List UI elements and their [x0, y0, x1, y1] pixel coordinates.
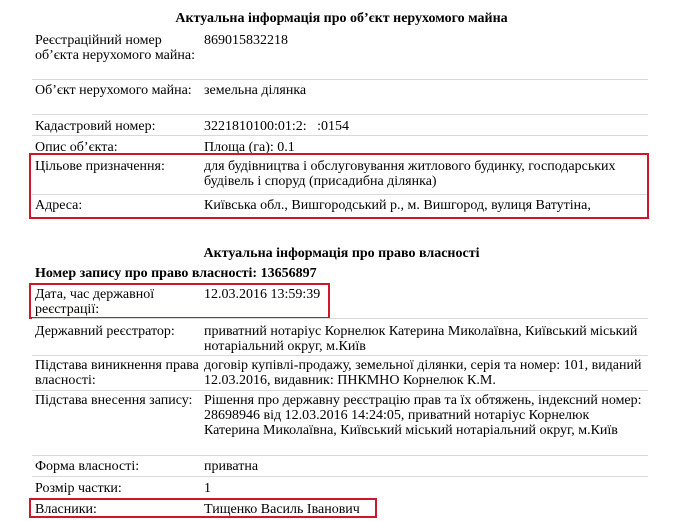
- registration-date-value: 12.03.2016 13:59:39: [204, 287, 321, 302]
- row-divider: [32, 355, 648, 356]
- row-divider: [32, 476, 648, 477]
- row-divider: [32, 135, 648, 136]
- owners-value: Тищенко Василь Іванович: [204, 502, 360, 517]
- owners-highlight: [29, 498, 377, 518]
- row-divider: [32, 114, 648, 115]
- ownership-section-title: Актуальна інформація про право власності: [203, 246, 480, 261]
- record-number: Номер запису про право власності: 13656897: [35, 266, 317, 281]
- entry-basis-value: Рішення про державну реєстрацію прав та їх обтяжень, індексний номер: 28698946 від 12.03.2016 14:24:05, приватний нотаріус Корнелюк Катерина Миколаївна, Київський міський нотаріальний округ, м.Київ: [204, 393, 642, 438]
- address-value: Київська обл., Вишгородський р., м. Вишгород, вулиця Ватутіна,: [204, 198, 591, 213]
- property-section-title: Актуальна інформація про об’єкт нерухомого майна: [175, 11, 508, 26]
- address-label: Адреса:: [35, 198, 83, 213]
- share-size-value: 1: [204, 481, 211, 496]
- registration-number-label: Реєстраційний номер об’єкта нерухомого майна:: [35, 33, 195, 63]
- purpose-value: для будівництва і обслуговування житлового будинку, господарських будівель і споруд (присадибна ділянка): [204, 159, 616, 189]
- cadastral-number-value: 3221810100:01:2: :0154: [204, 119, 350, 134]
- object-description-label: Опис об’єкта:: [35, 140, 118, 155]
- row-divider: [32, 318, 648, 319]
- registrar-value: приватний нотаріус Корнелюк Катерина Миколаївна, Київський міський нотаріальний округ, м.Київ: [204, 324, 638, 354]
- ownership-basis-value: договір купівлі-продажу, земельної ділянки, серія та номер: 101, виданий 12.03.2016, видавник: ПНКМНО Корнелюк К.М.: [204, 358, 642, 388]
- registrar-label: Державний реєстратор:: [35, 324, 175, 339]
- ownership-form-value: приватна: [204, 459, 259, 474]
- ownership-basis-label: Підстава виникнення права власності:: [35, 358, 199, 388]
- registration-date-label: Дата, час державної реєстрації:: [35, 287, 155, 317]
- purpose-address-highlight: [29, 153, 649, 219]
- property-object-label: Об’єкт нерухомого майна:: [35, 83, 192, 98]
- registration-number-value: 869015832218: [204, 33, 288, 48]
- cadastral-number-label: Кадастровий номер:: [35, 119, 156, 134]
- entry-basis-label: Підстава внесення запису:: [35, 393, 193, 408]
- registration-date-highlight: [29, 283, 330, 319]
- owners-label: Власники:: [35, 502, 97, 517]
- share-size-label: Розмір частки:: [35, 481, 122, 496]
- purpose-label: Цільове призначення:: [35, 159, 165, 174]
- row-divider: [32, 79, 648, 80]
- object-description-value: Площа (га): 0.1: [204, 140, 295, 155]
- row-divider: [32, 390, 648, 391]
- ownership-form-label: Форма власності:: [35, 459, 140, 474]
- property-object-value: земельна ділянка: [204, 83, 307, 98]
- row-divider: [32, 455, 648, 456]
